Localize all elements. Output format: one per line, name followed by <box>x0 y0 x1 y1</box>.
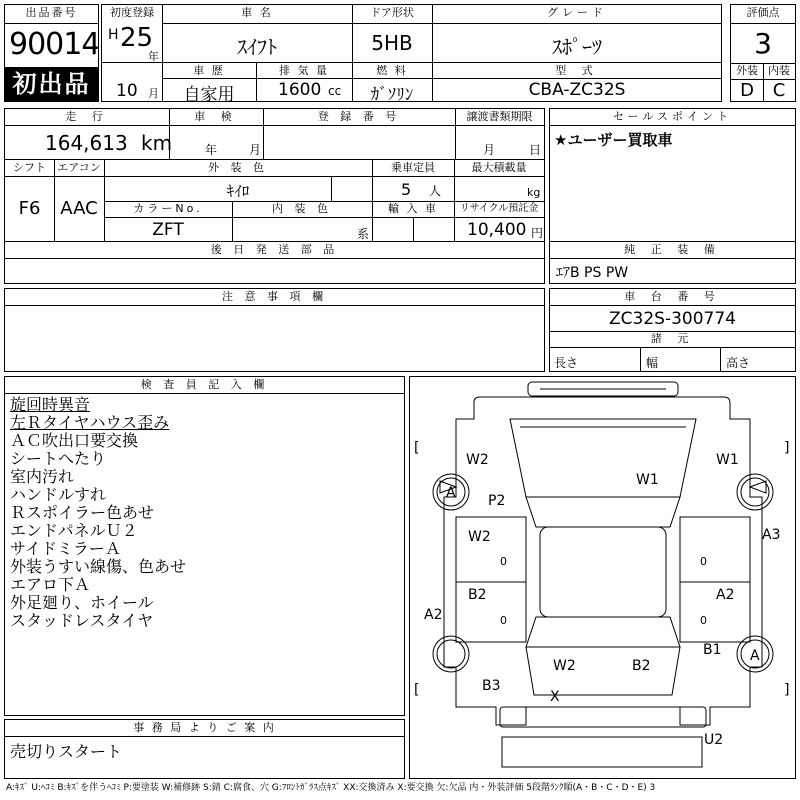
capacity-label: 乗車定員 <box>391 161 435 174</box>
interior-grade-label: 内装 <box>768 64 790 77</box>
mileage-label: 走 行 <box>65 110 109 123</box>
load-label: 最大積載量 <box>471 161 527 174</box>
mark-zero-left-front: 0 <box>500 555 507 568</box>
history: 自家用 <box>183 85 235 105</box>
header-row1b <box>101 62 722 105</box>
recycle-label: リサイクル預託金 <box>459 203 539 214</box>
car-diagram-box <box>409 376 796 779</box>
equipment-title: 純 正 装 備 <box>624 243 721 256</box>
inspector-note-line: 旋回時異音 <box>10 395 91 414</box>
mark-w2-door-left: W2 <box>468 529 491 545</box>
spec-row <box>4 159 545 242</box>
ext-color: ｷｲﾛ <box>226 182 250 200</box>
mileage: 164,613 <box>45 131 128 155</box>
reg-no-label: 登 録 番 号 <box>317 110 401 123</box>
lot-number-box <box>4 4 99 102</box>
mark-zero-right-front: 0 <box>700 555 707 568</box>
caution-box <box>4 288 545 372</box>
recycle-unit: 円 <box>531 226 544 240</box>
int-color-unit: 系 <box>357 227 370 241</box>
selling-point-text: ★ユーザー買取車 <box>554 131 673 149</box>
int-color-label: 内 装 色 <box>272 202 332 215</box>
era: H <box>108 27 119 43</box>
chassis-number: ZC32S-300774 <box>609 309 736 329</box>
caution-label: 注 意 事 項 欄 <box>222 290 327 303</box>
header-row1 <box>101 4 722 63</box>
length-label: 長さ <box>554 356 579 370</box>
grade: ｽﾎﾟｰﾂ <box>552 35 602 59</box>
color-no-label: カラーNo. <box>133 202 203 215</box>
legend: A:ｷｽﾞ U:ﾍｺﾐ B:ｷｽﾞを伴うﾍｺﾐ P:要塗装 W:補修跡 S:錆 C:腐食、穴 G:ﾌﾛﾝﾄｶﾞﾗｽ点ｷｽﾞ XX:交換済み X:要交換 欠:欠品 内・外装評価 5段階ﾗﾝｸ順(A・B・C・D・E) 3 <box>6 783 656 793</box>
inspector-note-line: ＡＣ吹出口要交換 <box>10 431 139 450</box>
inspector-note-line: スタッドレスタイヤ <box>10 611 154 630</box>
fuel: ｶﾞｿﾘﾝ <box>370 85 414 105</box>
ac: AAC <box>60 198 98 219</box>
mark-a2-right: A2 <box>716 587 735 603</box>
capacity-unit: 人 <box>429 184 442 198</box>
office-text: 売切りスタート <box>10 742 123 761</box>
import-label: 輸 入 車 <box>388 202 438 215</box>
car-name-label: 車 名 <box>241 6 273 19</box>
inspector-note-line: ハンドルすれ <box>10 485 107 504</box>
inspection-month-unit: 月 <box>249 143 262 157</box>
mark-x: X <box>550 689 560 705</box>
mark-b2-left: B2 <box>468 587 487 603</box>
inspector-note-line: 外装うすい線傷、色あせ <box>10 557 187 576</box>
mark-a3: A3 <box>762 527 781 543</box>
reg-month: 10 <box>116 81 138 101</box>
mark-w1-top-right: W1 <box>716 452 739 468</box>
inspector-note-line: エンドパネルＵ２ <box>10 521 138 540</box>
mark-w2-bottom: W2 <box>553 658 576 674</box>
inspector-label: 検 査 員 記 入 欄 <box>140 378 269 391</box>
ext-color-label: 外 装 色 <box>208 161 268 174</box>
mark-b2-bottom: B2 <box>632 658 651 674</box>
inspection-year-unit: 年 <box>205 143 218 157</box>
shift-label: シフト <box>13 161 46 174</box>
model-label: 型 式 <box>555 64 599 77</box>
mark-b1: B1 <box>703 642 722 658</box>
mark-b3: B3 <box>482 678 501 694</box>
inspector-note-line: エアロ下Ａ <box>10 575 91 594</box>
mark-p2: P2 <box>488 493 506 509</box>
inspection-label: 車 検 <box>194 110 238 123</box>
interior-grade: C <box>772 80 786 101</box>
transfer-label: 譲渡書類期限 <box>466 110 533 123</box>
mark-a-tire-br: A <box>750 648 760 664</box>
mark-zero-left-rear: 0 <box>500 614 507 627</box>
inspector-note-line: 外足廻り、ホイール <box>10 593 154 612</box>
mark-zero-right-rear: 0 <box>700 614 707 627</box>
ac-label: エアコン <box>57 161 101 174</box>
dims-label: 諸 元 <box>650 332 695 345</box>
inspector-note-line: シートへたり <box>10 449 107 468</box>
score-label: 評価点 <box>746 6 780 19</box>
selling-point-label: セールスポイント <box>612 110 732 123</box>
model: CBA-ZC32S <box>528 80 626 100</box>
bracket-right-top: ] <box>784 440 790 456</box>
selling-point-box <box>549 108 796 242</box>
office-label: 事 務 局 よ り ご 案 内 <box>133 721 276 734</box>
chassis-box <box>549 288 796 372</box>
door-label: ドア形状 <box>370 6 414 19</box>
lot-number-label: 出品番号 <box>25 6 78 19</box>
later-parts-box <box>4 241 545 284</box>
load-unit: kg <box>527 186 541 199</box>
exterior-grade: D <box>740 80 754 101</box>
first-reg-label: 初度登録 <box>110 6 154 19</box>
first-listing-badge: 初出品 <box>5 67 98 101</box>
score-box <box>730 4 796 102</box>
mileage-unit: km <box>141 131 173 155</box>
color-no: ZFT <box>152 220 184 240</box>
reg-year: 25 <box>120 23 154 53</box>
inspector-note-line: Ｒスポイラー色あせ <box>10 503 155 522</box>
equipment-box <box>549 241 796 284</box>
later-parts-label: 後 日 発 送 部 品 <box>210 243 339 256</box>
equipment: ｴｱB PS PW <box>556 265 629 281</box>
displacement: 1600 <box>278 80 322 100</box>
chassis-label: 車 台 番 号 <box>624 290 721 303</box>
fuel-label: 燃 料 <box>376 64 408 77</box>
displacement-unit: cc <box>328 84 342 98</box>
shift: F6 <box>18 198 41 219</box>
mark-a-tire-tl: A <box>446 485 456 501</box>
inspector-note-line: サイドミラーＡ <box>10 539 121 558</box>
history-label: 車 歴 <box>193 64 225 77</box>
office-box <box>4 719 405 779</box>
lot-number: 90014 <box>9 27 100 62</box>
transfer-month-unit: 月 <box>483 143 496 157</box>
recycle-amount: 10,400 <box>467 220 527 240</box>
inspector-box <box>4 376 405 716</box>
exterior-grade-label: 外装 <box>736 64 758 77</box>
bracket-left-top: [ <box>414 440 420 456</box>
width-label: 幅 <box>646 356 659 370</box>
mark-w1-roof: W1 <box>636 472 659 488</box>
mark-a2-left: A2 <box>424 607 443 623</box>
door-type: 5HB <box>371 31 413 55</box>
mileage-row <box>4 108 545 160</box>
grade-label: グレード <box>547 6 607 19</box>
reg-month-unit: 月 <box>148 87 159 100</box>
transfer-day-unit: 日 <box>529 143 542 157</box>
car-name: ｽｲﾌﾄ <box>237 35 277 59</box>
mark-w2-top-left: W2 <box>466 452 489 468</box>
score: 3 <box>754 27 772 60</box>
height-label: 高さ <box>726 356 751 370</box>
inspector-notes-list <box>10 396 400 630</box>
inspector-note-line: 左Ｒタイヤハウス歪み <box>10 413 170 432</box>
mark-u2: U2 <box>704 732 724 748</box>
reg-year-unit: 年 <box>148 50 159 63</box>
capacity: 5 <box>401 180 412 199</box>
inspector-note-line: 室内汚れ <box>10 467 75 486</box>
car-damage-diagram <box>410 377 795 778</box>
bracket-left-bottom: [ <box>414 682 420 698</box>
displacement-label: 排 気 量 <box>279 64 329 77</box>
bracket-right-bottom: ] <box>784 682 790 698</box>
